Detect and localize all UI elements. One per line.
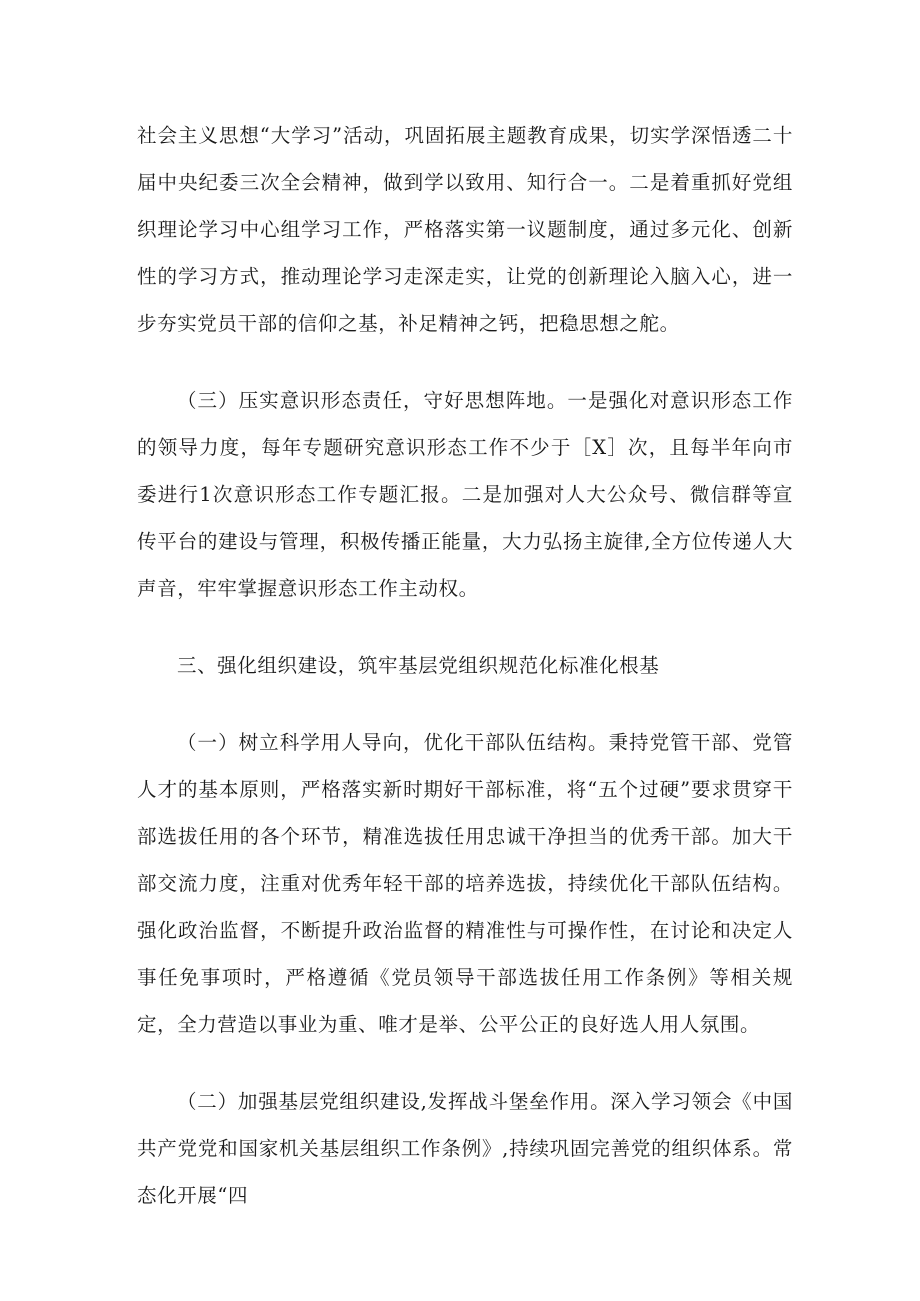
paragraph-continuation: 社会主义思想“大学习”活动，巩固拓展主题教育成果，切实学深悟透二十届中央纪委三次全会精神，做到学以致用、知行合一。二是着重抓好党组织理论学习中心组学习工作，严格落实第一议题制度，通过多元化、创新性的学习方式，推动理论学习走深走实，让党的创新理论入脑入心，进一步夯实党员干部的信仰之基，补足精神之钙，把稳思想之舵。 <box>137 124 793 335</box>
paragraph-grassroots-organization: （二）加强基层党组织建设,发挥战斗堡垒作用。深入学习领会《中国共产党党和国家机关基层组织工作条例》,持续巩固完善党的组织体系。常态化开展“四 <box>137 1090 793 1207</box>
section-heading-organization: 三、强化组织建设，筑牢基层党组织规范化标准化根基 <box>176 654 660 677</box>
paragraph-cadre-selection: （一）树立科学用人导向，优化干部队伍结构。秉持党管干部、党管人才的基本原则，严格落实新时期好干部标准，将“五个过硬”要求贯穿干部选拔任用的各个环节，精准选拔任用忠诚干净担当的优秀干部。加大干部交流力度，注重对优秀年轻干部的培养选拔，持续优化干部队伍结构。强化政治监督，不断提升政治监督的精准性与可操作性，在讨论和决定人事任免事项时，严格遵循《党员领导干部选拔任用工作条例》等相关规定，全力营造以事业为重、唯才是举、公平公正的良好选人用人氛围。 <box>137 731 793 1036</box>
document-body <box>137 112 793 1249</box>
paragraph-ideology-responsibility: （三）压实意识形态责任，守好思想阵地。一是强化对意识形态工作的领导力度，每年专题研究意识形态工作不少于［X］次，且每半年向市委进行1次意识形态工作专题汇报。二是加强对人大公众号、微信群等宣传平台的建设与管理，积极传播正能量，大力弘扬主旋律,全方位传递人大声音，牢牢掌握意识形态工作主动权。 <box>137 389 793 600</box>
